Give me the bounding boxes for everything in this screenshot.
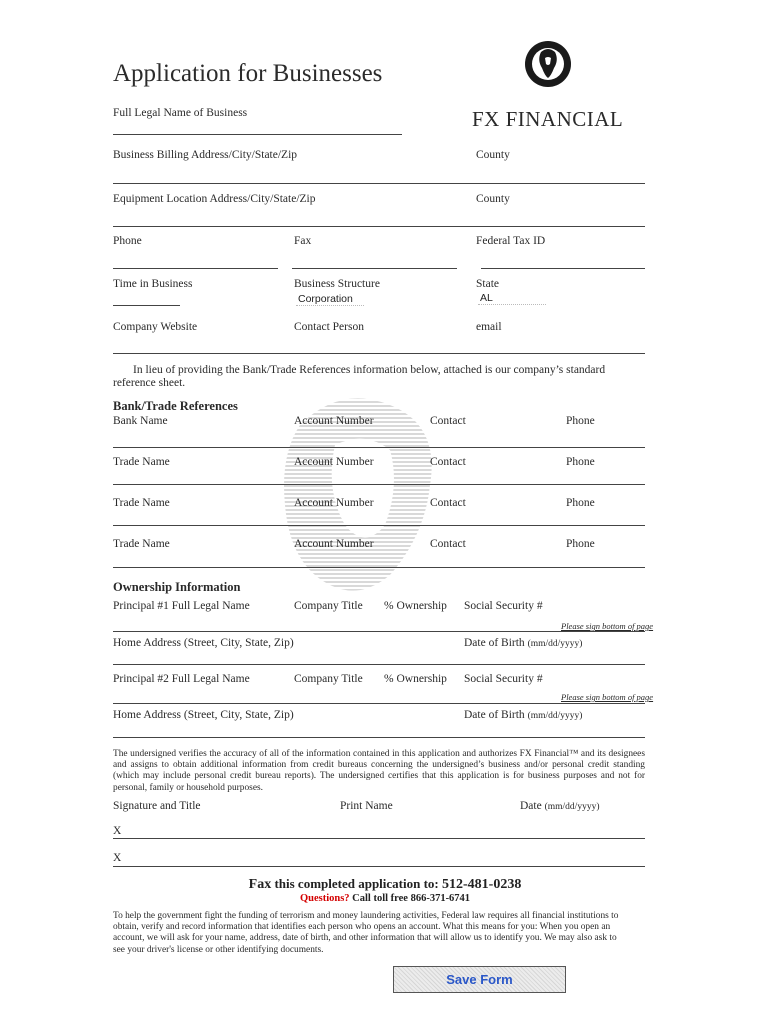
ref-row-3-contact: Contact xyxy=(430,497,466,509)
email-label: email xyxy=(476,321,502,333)
principal-2-title-label: Company Title xyxy=(294,673,363,685)
principal-2-ssn-label: Social Security # xyxy=(464,673,543,685)
billing-address-line[interactable] xyxy=(113,183,645,184)
federal-tax-id-label: Federal Tax ID xyxy=(476,235,546,247)
time-in-business-line[interactable] xyxy=(113,305,180,306)
fax-instruction: Fax this completed application to: 512-481-0238 xyxy=(248,876,522,892)
principal-2-home-address-label: Home Address (Street, City, State, Zip) xyxy=(113,709,294,721)
county-label: County xyxy=(476,149,510,161)
fax-line[interactable] xyxy=(292,268,457,269)
billing-address-label: Business Billing Address/City/State/Zip xyxy=(113,149,298,161)
equipment-address-line[interactable] xyxy=(113,226,645,227)
ref-row-1-phone: Phone xyxy=(566,415,595,427)
ref-row-1-name: Bank Name xyxy=(113,415,168,427)
ref-row-4-phone: Phone xyxy=(566,538,595,550)
equipment-address-label: Equipment Location Address/City/State/Zip xyxy=(113,193,316,205)
ref-row-1-account: Account Number xyxy=(294,415,374,427)
county-label-2: County xyxy=(476,193,510,205)
ref-row-2-account: Account Number xyxy=(294,456,374,468)
signature-x-2: X xyxy=(113,852,122,864)
reference-sheet-note: In lieu of providing the Bank/Trade References information below, attached is our company’s standard reference sheet. xyxy=(113,364,606,389)
principal-1-name-label: Principal #1 Full Legal Name xyxy=(113,600,250,612)
ref-row-1-contact: Contact xyxy=(430,415,466,427)
signature-title-label: Signature and Title xyxy=(113,800,201,812)
fax-label: Fax xyxy=(294,235,312,247)
ref-row-4-contact: Contact xyxy=(430,538,466,550)
ref-row-2-line[interactable] xyxy=(113,484,645,485)
principal-2-name-label: Principal #2 Full Legal Name xyxy=(113,673,250,685)
principal-1-title-label: Company Title xyxy=(294,600,363,612)
ref-row-2-contact: Contact xyxy=(430,456,466,468)
references-heading: Bank/Trade References xyxy=(113,399,238,413)
time-in-business-label: Time in Business xyxy=(113,278,193,290)
save-form-button[interactable]: Save Form xyxy=(393,966,566,993)
ref-row-3-line[interactable] xyxy=(113,525,645,526)
principal-1-home-line[interactable] xyxy=(113,664,645,665)
principal-1-home-address-label: Home Address (Street, City, State, Zip) xyxy=(113,637,294,649)
brand-name: FX FINANCIAL xyxy=(472,107,624,131)
ref-row-4-line[interactable] xyxy=(113,567,645,568)
signature-date-label: Date (mm/dd/yyyy) xyxy=(520,800,600,812)
principal-1-sign-note: Please sign bottom of page xyxy=(561,621,654,631)
ref-row-4-name: Trade Name xyxy=(113,538,170,550)
lion-logo-icon xyxy=(523,38,573,90)
ref-row-3-account: Account Number xyxy=(294,497,374,509)
full-legal-name-label: Full Legal Name of Business xyxy=(113,107,248,119)
phone-line[interactable] xyxy=(113,268,278,269)
state-field[interactable]: AL xyxy=(478,292,546,305)
principal-2-dob-label: Date of Birth (mm/dd/yyyy) xyxy=(464,709,583,721)
principal-2-sign-note: Please sign bottom of page xyxy=(561,692,654,702)
ref-row-3-name: Trade Name xyxy=(113,497,170,509)
full-legal-name-line[interactable] xyxy=(113,134,402,135)
principal-1-dob-label: Date of Birth (mm/dd/yyyy) xyxy=(464,637,583,649)
business-structure-label: Business Structure xyxy=(294,278,380,290)
signature-line-1[interactable] xyxy=(113,838,645,839)
principal-2-home-line[interactable] xyxy=(113,737,645,738)
company-website-label: Company Website xyxy=(113,321,198,333)
state-label: State xyxy=(476,278,499,290)
print-name-label: Print Name xyxy=(340,800,393,812)
privacy-notice: To help the government fight the funding of terrorism and money laundering activities, Federal law requires all financial institutions to obtain, verify and record information that identifies each person who opens an account. What this means for you: When you open an account, we will ask for your name, address, date of birth, and other information that will allow us to identify you. We may also ask to see your driver's license or other identifying documents. xyxy=(113,911,619,955)
phone-label: Phone xyxy=(113,235,142,247)
signature-line-2[interactable] xyxy=(113,866,645,867)
ref-row-3-phone: Phone xyxy=(566,497,595,509)
ref-row-2-phone: Phone xyxy=(566,456,595,468)
signature-x-1: X xyxy=(113,825,122,837)
principal-1-ownership-label: % Ownership xyxy=(384,600,447,612)
business-structure-field[interactable]: Corporation xyxy=(296,293,364,306)
federal-tax-id-line[interactable] xyxy=(481,268,645,269)
page-title: Application for Businesses xyxy=(113,60,383,87)
contact-person-label: Contact Person xyxy=(294,321,364,333)
principal-2-line[interactable] xyxy=(113,703,645,704)
ref-row-1-line[interactable] xyxy=(113,447,645,448)
website-contact-email-line[interactable] xyxy=(113,353,645,354)
questions-line: Questions? Call toll free 866-371-6741 xyxy=(299,893,471,904)
principal-2-ownership-label: % Ownership xyxy=(384,673,447,685)
ownership-heading: Ownership Information xyxy=(113,580,241,594)
principal-1-ssn-label: Social Security # xyxy=(464,600,543,612)
principal-1-line[interactable] xyxy=(113,631,645,632)
certification-text: The undersigned verifies the accuracy of all of the information contained in this application and authorizes FX Financial™ and its designees and assigns to obtain additional information from credit bureaus concerning the undersigned’s business and/or personal credit standing (which may include personal credit bureau reports). The undersigned certifies that this application is for business purposes and not for personal, family or household purposes. xyxy=(113,749,645,793)
ref-row-2-name: Trade Name xyxy=(113,456,170,468)
ref-row-4-account: Account Number xyxy=(294,538,374,550)
